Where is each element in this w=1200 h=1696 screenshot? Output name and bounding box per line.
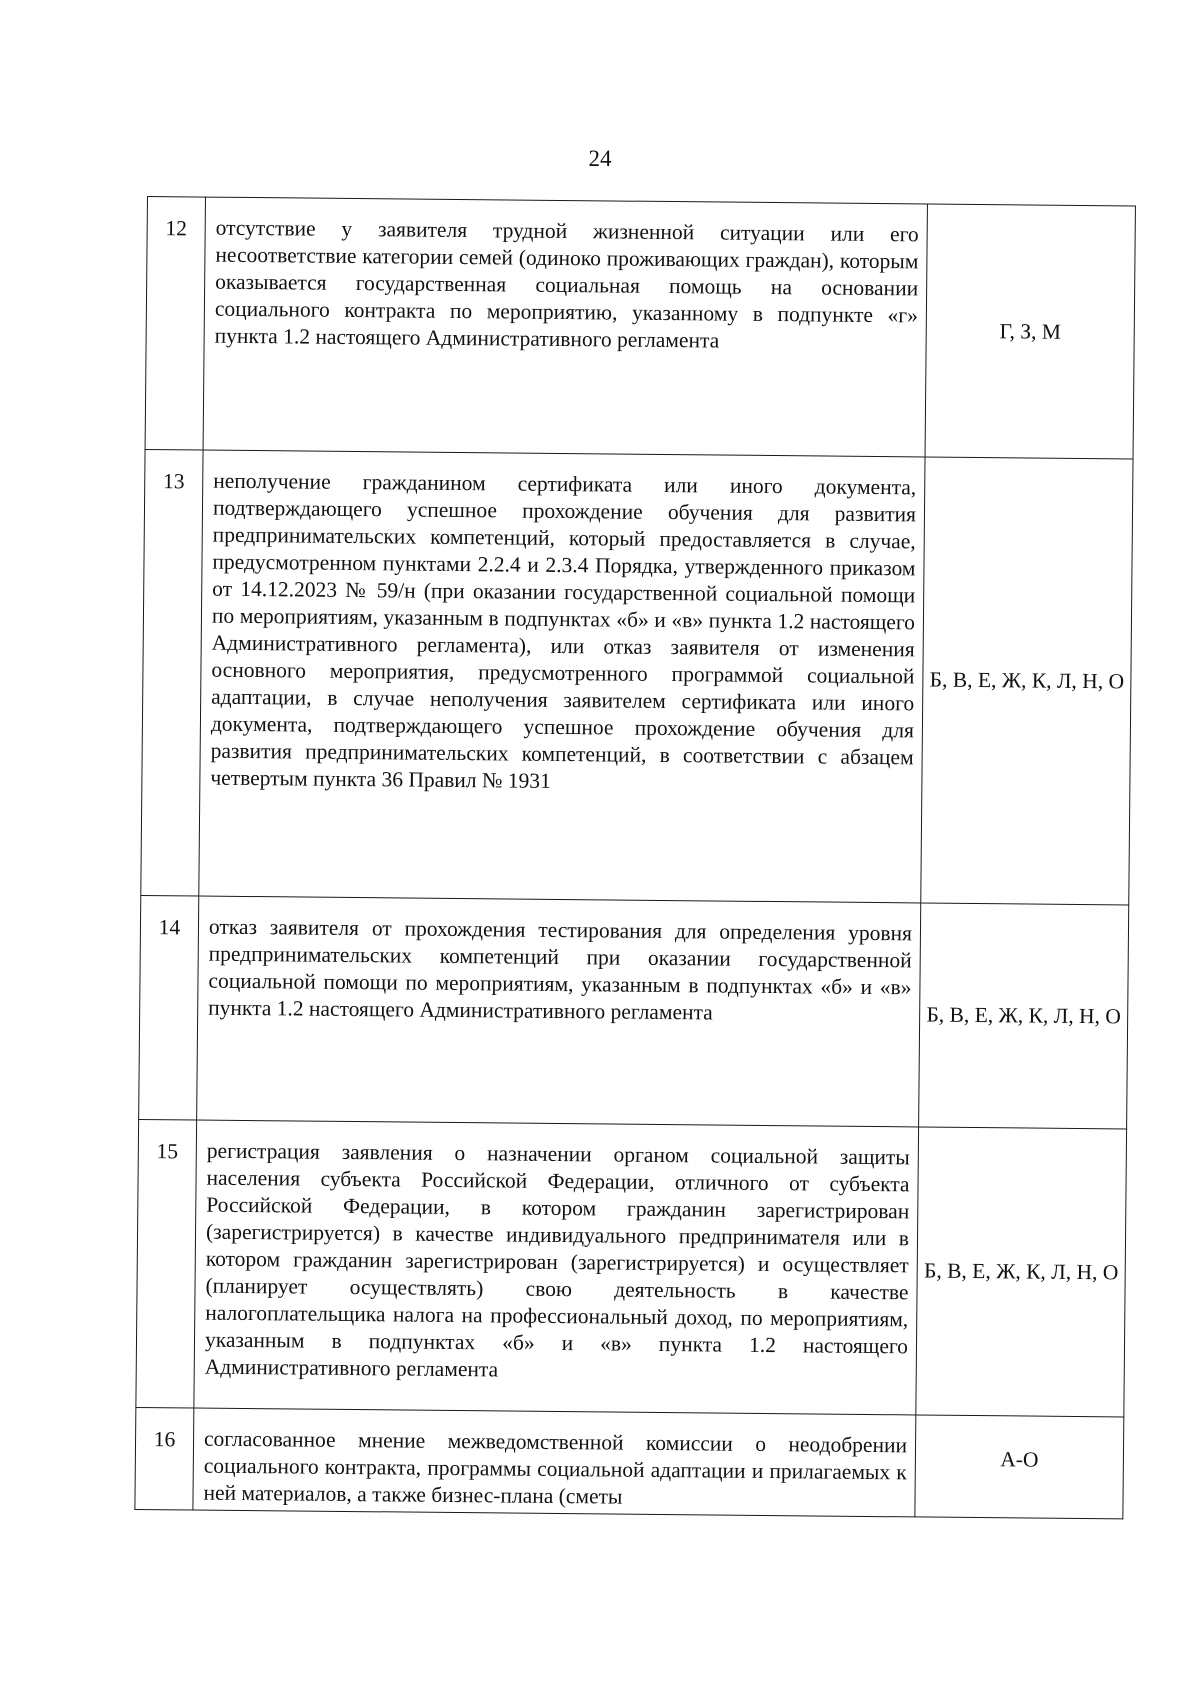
row-number: 14 [139,895,199,1120]
row-description: регистрация заявления о назначении органом социальной защиты населения субъекта Российской Федерации, отличного от субъекта Российской Федерации, в котором гражданин зарегистрирован (зарегистрируется) в качестве индивидуального предпринимателя или в котором гражданин зарегистрирован (зарегистрируется) и осуществляет (планирует осуществлять) свою деятельность в качестве налогоплательщика налога на профессиональный доход, по мероприятиям, указанным в подпунктах «б» и «в» пункта 1.2 настоящего Административного регламента [194,1120,919,1415]
row-codes: Б, В, Е, Ж, К, Л, Н, О [919,903,1129,1129]
row-description: отказ заявителя от прохождения тестирования для определения уровня предпринимательских компетенций при оказании государственной социальной помощи по мероприятиям, указанным в подпунктах «б» и «в» пункта 1.2 настоящего Административного регламента [197,896,921,1127]
row-codes: Б, В, Е, Ж, К, Л, Н, О [921,457,1133,905]
table-row [141,449,1133,904]
grounds-table-wrapper [134,196,1125,1519]
table-row [136,1119,1127,1416]
row-number: 12 [145,197,205,451]
row-number: 16 [135,1407,194,1510]
row-codes: А-О [915,1415,1124,1519]
table-row [145,197,1135,459]
row-description: согласованное мнение межведомственной комиссии о неодобрении социального контракта, программы социальной адаптации и прилагаемых к ней материалов, а также бизнес-плана (сметы [193,1408,916,1517]
row-codes: Г, З, М [925,204,1135,459]
table-row [139,895,1129,1128]
table-row [135,1407,1124,1518]
row-number: 15 [136,1119,197,1408]
row-description: неполучение гражданином сертификата или иного документа, подтверждающего успешное прохождение обучения для развития предпринимательских компетенций, который предоставляется в случае, предусмотренном пунктами 2.2.4 и 2.3.4 Порядка, утвержденного приказом от 14.12.2023 № 59/н (при оказании государственной социальной помощи по мероприятиям, указанным в подпунктах «б» и «в» пункта 1.2 настоящего Административного регламента), или отказ заявителя от изменения основного мероприятия, предусмотренного программой социальной адаптации, в случае неполучения заявителем сертификата или иного документа, подтверждающего успешное прохождение обучения для развития предпринимательских компетенций, в соответствии с абзацем четвертым пункта 36 Правил № 1931 [199,450,925,903]
row-description: отсутствие у заявителя трудной жизненной ситуации или его несоответствие категории семей (одиноко проживающих граждан), которым оказывается государственная социальная помощь на основании социального контракта по мероприятию, указанному в подпункте «г» пункта 1.2 настоящего Административного регламента [203,197,927,457]
row-codes: Б, В, Е, Ж, К, Л, Н, О [916,1127,1127,1417]
page-number: 24 [588,146,612,171]
row-number: 13 [141,449,203,896]
grounds-table [134,196,1136,1519]
